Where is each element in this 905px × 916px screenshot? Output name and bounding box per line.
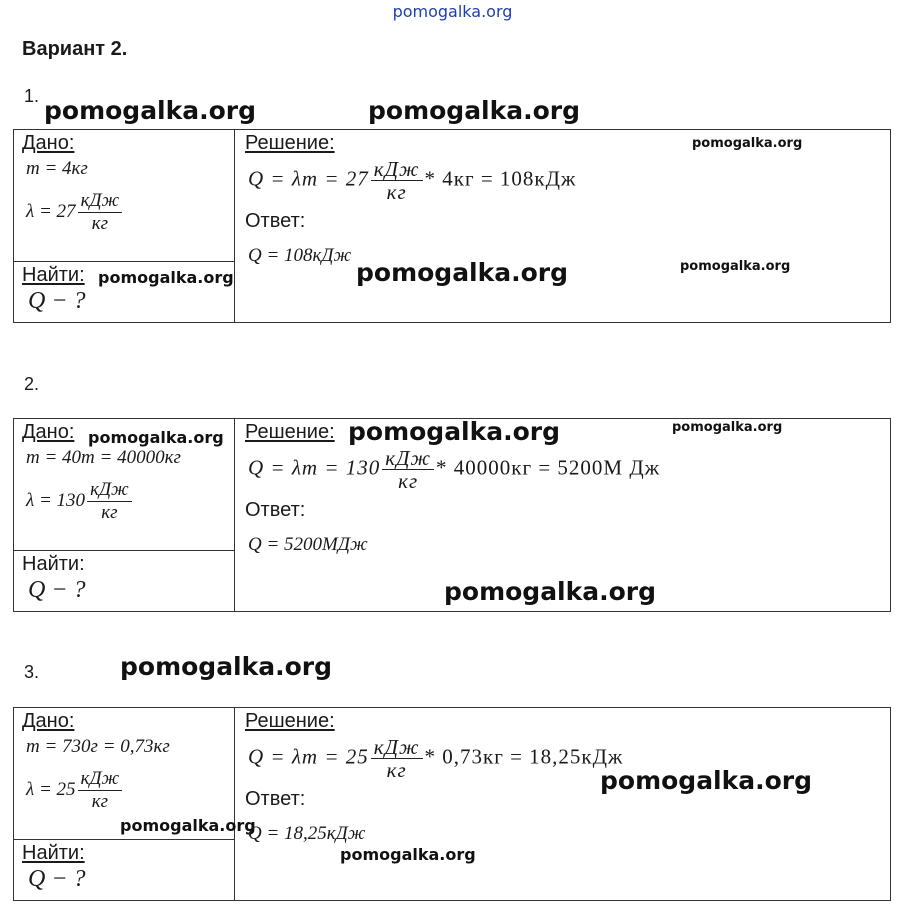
answer-value: Q = 5200МДж bbox=[248, 534, 368, 555]
answer-value: Q = 18,25кДж bbox=[248, 823, 366, 844]
find-value: Q − ? bbox=[28, 288, 86, 314]
top-watermark: pomogalka.org bbox=[392, 2, 513, 21]
find-label: Найти: bbox=[22, 842, 85, 864]
find-label: Найти: bbox=[22, 264, 85, 286]
solution-formula: Q = λm = 130 $\frac{\text{кДж}}{кг}$ * 40000кг = 5200М Дж bbox=[248, 446, 661, 493]
watermark: pomogalka.org bbox=[88, 428, 224, 447]
answer-label: Ответ: bbox=[245, 499, 306, 521]
find-label: Найти: bbox=[22, 553, 85, 575]
watermark: pomogalka.org bbox=[120, 652, 333, 681]
watermark: pomogalka.org bbox=[98, 268, 234, 287]
watermark: pomogalka.org bbox=[600, 766, 813, 795]
task-3-number: 3. bbox=[24, 662, 40, 682]
solution-formula: Q = λm = 27 $\frac{\text{кДж}}{кг}$ * 4кг = 108кДж bbox=[248, 157, 577, 204]
task-1-number: 1. bbox=[24, 86, 40, 106]
given-lambda: λ = 27 $\frac{\text{кДж}}{кг}$ bbox=[26, 190, 124, 235]
watermark: pomogalka.org bbox=[44, 96, 257, 125]
task-1-table bbox=[13, 129, 891, 323]
variant-title: Вариант 2. bbox=[22, 38, 128, 60]
watermark: pomogalka.org bbox=[680, 259, 791, 274]
given-lambda: λ = 130 $\frac{\text{кДж}}{кг}$ bbox=[26, 479, 134, 524]
watermark: pomogalka.org bbox=[692, 136, 803, 151]
given-label: Дано: bbox=[22, 710, 75, 732]
solution-formula: Q = λm = 25 $\frac{\text{кДж}}{кг}$ * 0,73кг = 18,25кДж bbox=[248, 735, 624, 782]
task-2-table bbox=[13, 418, 891, 612]
given-mass: m = 730г = 0,73кг bbox=[26, 736, 170, 757]
solution-label: Решение: bbox=[245, 132, 335, 154]
task-2-number: 2. bbox=[24, 374, 40, 394]
watermark: pomogalka.org bbox=[444, 577, 657, 606]
watermark: pomogalka.org bbox=[368, 96, 581, 125]
watermark: pomogalka.org bbox=[120, 816, 256, 835]
watermark: pomogalka.org bbox=[356, 258, 569, 287]
given-label: Дано: bbox=[22, 132, 75, 154]
solution-label: Решение: bbox=[245, 421, 335, 443]
given-mass: m = 40т = 40000кг bbox=[26, 447, 181, 468]
solution-label: Решение: bbox=[245, 710, 335, 732]
answer-value: Q = 108кДж bbox=[248, 245, 352, 266]
answer-label: Ответ: bbox=[245, 210, 306, 232]
answer-label: Ответ: bbox=[245, 788, 306, 810]
given-label: Дано: bbox=[22, 421, 75, 443]
find-value: Q − ? bbox=[28, 577, 86, 603]
watermark: pomogalka.org bbox=[340, 845, 476, 864]
watermark: pomogalka.org bbox=[348, 417, 561, 446]
task-3-table bbox=[13, 707, 891, 901]
find-value: Q − ? bbox=[28, 866, 86, 892]
given-mass: m = 4кг bbox=[26, 158, 88, 179]
given-lambda: λ = 25 $\frac{\text{кДж}}{кг}$ bbox=[26, 768, 124, 813]
watermark: pomogalka.org bbox=[672, 420, 783, 435]
